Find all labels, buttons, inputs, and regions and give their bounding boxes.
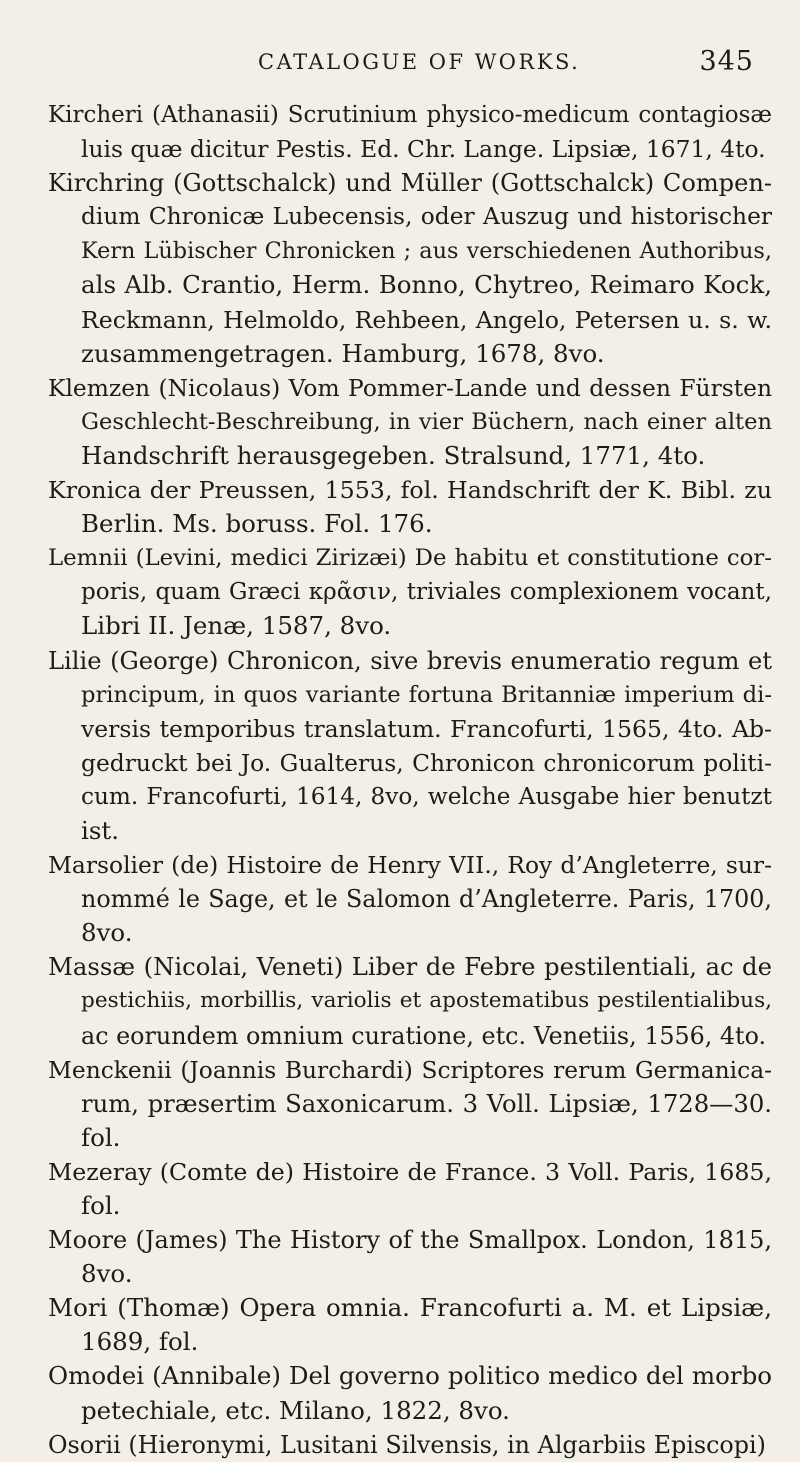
entry-line: Kern Lübischer Chronicken ; aus verschiedenen Authoribus, (81, 238, 772, 265)
entry-line: Kronica der Preussen, 1553, fol. Handschrift der K. Bibl. zu (48, 476, 772, 505)
entry-line: Libri II. Jenæ, 1587, 8vo. (81, 611, 392, 641)
entry-line: Kirchring (Gottschalck) und Müller (Gottschalck) Compen- (48, 169, 772, 198)
entry-line: Klemzen (Nicolaus) Vom Pommer-Lande und dessen Fürsten (48, 373, 772, 402)
page-number: 345 (699, 46, 754, 77)
entry-line: Marsolier (de) Histoire de Henry VII., Roy d’Angleterre, sur- (48, 851, 772, 880)
entry-line: Mezeray (Comte de) Histoire de France. 3 Voll. Paris, 1685, (48, 1157, 772, 1186)
entry-line: als Alb. Crantio, Herm. Bonno, Chytreo, Reimaro Kock, (81, 270, 772, 300)
catalogue-entry (48, 98, 772, 166)
entry-line: Mori (Thomæ) Opera omnia. Francofurti a. M. et Lipsiæ, (48, 1293, 772, 1323)
catalogue-entry (48, 1155, 772, 1223)
entry-line: nommé le Sage, et le Salomon d’Angleterre. Paris, 1700, (81, 885, 772, 914)
entry-line: Kircheri (Athanasii) Scrutinium physico-medicum contagiosæ (48, 102, 772, 128)
catalogue-entry (48, 644, 772, 849)
catalogue-entry (48, 1053, 772, 1155)
entry-line: Lilie (George) Chronicon, sive brevis enumeratio regum et (48, 646, 772, 675)
entry-line: ac eorundem omnium curatione, etc. Venetiis, 1556, 4to. (81, 1021, 767, 1050)
running-title: CATALOGUE OF WORKS. (258, 50, 581, 74)
entry-line: 8vo. (81, 918, 133, 948)
entry-line: fol. (81, 1122, 121, 1152)
entry-line: Osorii (Hieronymi, Lusitani Silvensis, in Algarbiis Episcopi) (48, 1430, 766, 1459)
catalogue-entry (48, 950, 772, 1052)
entry-line: pestichiis, morbillis, variolis et apostematibus pestilentialibus, (81, 988, 772, 1014)
catalogue-entries (48, 98, 772, 1462)
entry-line: dium Chronicæ Lubecensis, oder Auszug und historischer (81, 203, 772, 231)
entry-line: Berlin. Ms. boruss. Fol. 176. (81, 509, 433, 539)
catalogue-entry (48, 541, 772, 643)
catalogue-entry (48, 166, 772, 371)
entry-line: principum, in quos variante fortuna Britanniæ imperium di- (81, 681, 772, 708)
catalogue-entry (48, 1223, 772, 1291)
catalogue-entry (48, 1291, 772, 1359)
entry-line: Geschlecht-Beschreibung, in vier Büchern, nach einer alten (81, 408, 772, 435)
catalogue-entry (48, 848, 772, 950)
entry-line: luis quæ dicitur Pestis. Ed. Chr. Lange. Lipsiæ, 1671, 4to. (81, 135, 766, 164)
entry-line: zusammengetragen. Hamburg, 1678, 8vo. (81, 338, 605, 368)
entry-line: Menckenii (Joannis Burchardi) Scriptores rerum Germanica- (48, 1055, 772, 1084)
entry-line: 1689, fol. (81, 1327, 199, 1357)
entry-line: Massæ (Nicolai, Veneti) Liber de Febre pestilentiali, ac de (48, 952, 772, 982)
entry-line: cum. Francofurti, 1614, 8vo, welche Ausgabe hier benutzt (81, 783, 772, 810)
entry-line: poris, quam Græci κρᾶσιν, triviales complexionem vocant, (81, 579, 772, 606)
entry-line: Lemnii (Levini, medici Zirizæi) De habitu et constitutione cor- (48, 545, 772, 572)
entry-line: 8vo. (81, 1259, 133, 1289)
catalogue-entry (48, 1428, 772, 1462)
entry-line: fol. (81, 1191, 121, 1220)
catalogue-entry (48, 473, 772, 541)
entry-line: gedruckt bei Jo. Gualterus, Chronicon chronicorum politi- (81, 748, 772, 777)
entry-line: petechiale, etc. Milano, 1822, 8vo. (81, 1395, 510, 1425)
entry-line: ist. (81, 815, 120, 845)
entry-line: versis temporibus translatum. Francofurti, 1565, 4to. Ab- (81, 714, 772, 743)
entry-line: Omodei (Annibale) Del governo politico medico del morbo (48, 1361, 772, 1391)
catalogue-entry (48, 371, 772, 473)
entry-line: rum, præsertim Saxonicarum. 3 Voll. Lipsiæ, 1728—30. (81, 1088, 772, 1118)
page-header (258, 46, 754, 86)
entry-line: Handschrift herausgegeben. Stralsund, 1771, 4to. (81, 440, 706, 470)
entry-line: Reckmann, Helmoldo, Rehbeen, Angelo, Petersen u. s. w. (81, 305, 772, 334)
entry-line: Moore (James) The History of the Smallpox. London, 1815, (48, 1226, 772, 1255)
catalogue-entry (48, 1359, 772, 1427)
